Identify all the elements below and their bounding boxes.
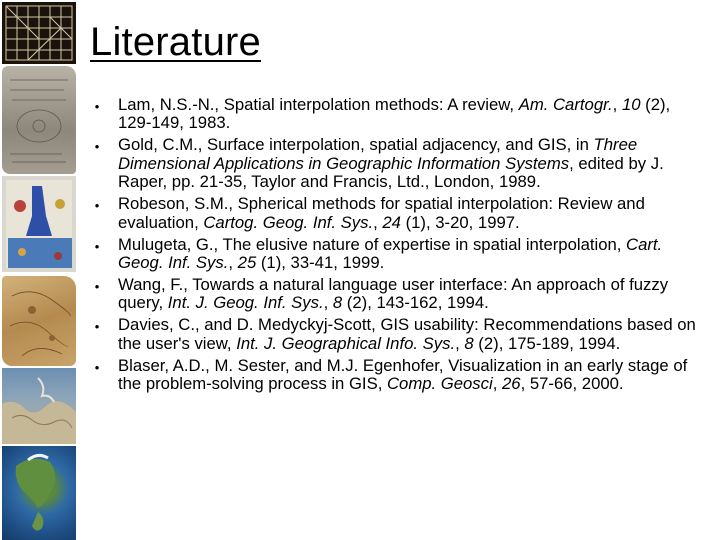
- reference-text: Lam, N.S.-N., Spatial interpolation methods: A review, Am. Cartogr., 10 (2), 129-149, 1983.: [118, 95, 671, 133]
- bullet-icon: •: [94, 279, 100, 295]
- reference-text: Wang, F., Towards a natural language user interface: An approach of fuzzy query, Int. J. Geog. Inf. Sys., 8 (2), 143-162, 1994.: [118, 275, 669, 313]
- reference-item: [87, 276, 705, 313]
- papyrus-map-image: [2, 276, 76, 366]
- reference-item: [87, 316, 705, 353]
- reference-item: [87, 136, 705, 191]
- reference-item: [87, 236, 705, 273]
- reference-list: [87, 96, 705, 397]
- clay-tablet-image: [2, 66, 76, 174]
- medieval-map-image: [2, 176, 76, 272]
- image-strip: [0, 0, 78, 540]
- bullet-icon: •: [94, 319, 100, 335]
- reference-text: Blaser, A.D., M. Sester, and M.J. Egenhofer, Visualization in an early stage of the problem-solving process in GIS, Comp. Geosci, 26, 57-66, 2000.: [118, 355, 688, 394]
- bullet-icon: •: [94, 238, 100, 254]
- reference-item: [87, 195, 705, 232]
- slide-title: Literature: [90, 20, 261, 64]
- reference-text: Robeson, S.M., Spherical methods for spatial interpolation: Review and evaluation, Cartog. Geog. Inf. Sys., 24 (1), 3-20, 1997.: [118, 194, 645, 232]
- bullet-icon: •: [94, 139, 100, 155]
- bullet-icon: •: [94, 359, 100, 375]
- bullet-icon: •: [94, 99, 100, 114]
- globe-image: [2, 446, 76, 540]
- relief-map-image: [2, 368, 76, 444]
- reference-item: [87, 357, 705, 394]
- bullet-icon: •: [94, 198, 100, 214]
- reference-text: Gold, C.M., Surface interpolation, spatial adjacency, and GIS, in Three Dimensional Applications in Geographic Information Systems, edited by J. Raper, pp. 21-35, Taylor and Francis, Ltd., London, 1989.: [118, 135, 664, 192]
- reference-text: Mulugeta, G., The elusive nature of expertise in spatial interpolation, Cart. Geog. Inf. Sys., 25 (1), 33-41, 1999.: [118, 234, 663, 273]
- reference-item: [87, 96, 705, 133]
- grid-map-image: [2, 2, 76, 64]
- reference-text: Davies, C., and D. Medyckyj-Scott, GIS usability: Recommendations based on the user's view, Int. J. Geographical Info. Sys., 8 (2), 175-189, 1994.: [118, 315, 696, 353]
